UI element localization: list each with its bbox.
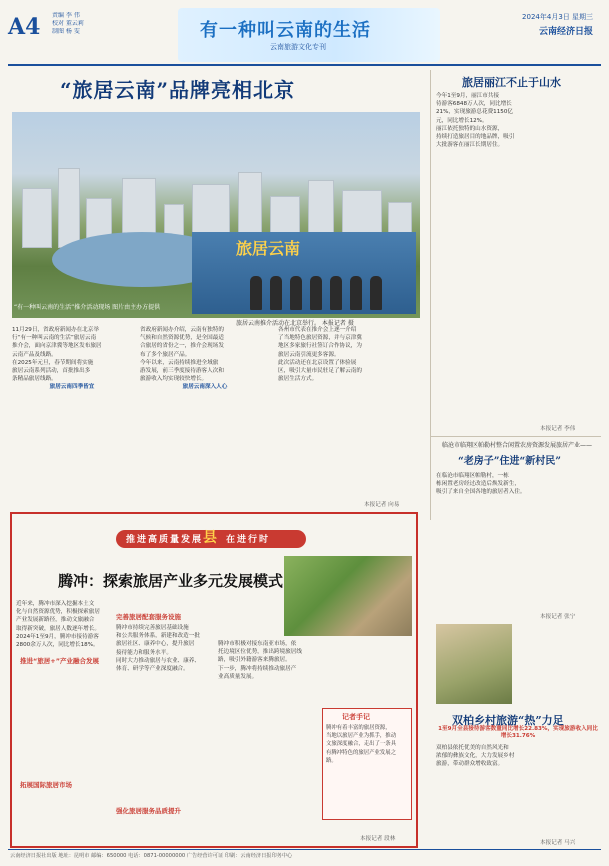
feature-byline: 本报记者 段林 (360, 836, 396, 842)
column-divider (430, 70, 431, 520)
editor-line: 责编 李 伟 (52, 12, 80, 19)
linxiang-kicker: 临沧市临翔区帕勒村整合闲置农房资源发展旅居产业—— (442, 442, 593, 449)
lijiang-byline: 本报记者 李伟 (540, 426, 576, 432)
photo-caption: “有一种叫云南的生活”推介活动现场 图片由主办方提供 (14, 304, 161, 311)
event-banner-text: 旅居云南 (236, 239, 301, 258)
section-subtitle: 云南旅游文化专刊 (270, 43, 326, 51)
tengchong-headline: 腾冲：探索旅居产业多元发展模式 (58, 572, 284, 590)
section-title: 有一种叫云南的生活 (200, 20, 371, 41)
issue-date: 2024年4月3日 星期三 (522, 13, 593, 21)
reporter-note-title: 记者手记 (342, 713, 370, 721)
shuangbai-article: 双柏县依托优美的自然风光和 浓郁的彝族文化，大力发展乡村 旅游，带动群众增收致富。 (436, 745, 515, 768)
footer-rule (8, 849, 601, 850)
feature-subhead-2: 推进“旅居+”产业融合发展 (20, 657, 99, 665)
page-number: A4 (8, 14, 41, 40)
village-photo (436, 624, 512, 704)
feature-tag-left: 推进高质量发展 (126, 535, 204, 545)
feature-column-1: 近年来，腾冲市深入挖掘本土文 化与自然资源优势，积极探索旅居 产业发展新路径，推动文旅融合 取得新突破，旅居人数逐年增长。 2024年1至9月，腾冲市接待游客 2800余万人次，同比增长18%。 (16, 601, 100, 648)
lijiang-article: 今年1至9月，丽江市共接 待游客6848万人次，同比增长 21%，实现旅游总花费1150亿 元，同比增长12%。 丽江依托独特的山水资源， 持续打造旅居目的地品牌，吸引 大批游客在丽江长期居住。 (436, 93, 515, 149)
section-divider (430, 436, 601, 437)
linxiang-byline: 本报记者 张宁 (540, 614, 576, 620)
reporter-note-body: 腾冲有着丰富的旅居资源， 当地以旅居产业为抓手，推动 文旅深度融合，走出了一条具 有腾冲特色的旅居产业发展之 路。 (326, 725, 397, 764)
feature-tag-right: 在进行时 (226, 535, 271, 545)
shuangbai-headline: 双柏乡村旅游“热”力足 (452, 714, 564, 727)
feature-subhead-3: 拓展国际旅居市场 (20, 781, 72, 789)
article-column-1: 11月29日，省政府新闻办在北京举 行“有一种叫云南的生活”旅居云南 推介会，面向京津冀等地区发布旅居 云南产品及线路。 在2025年元旦，春节期间将实施 旅居云南系列活动，首批推出多 条精品旅居线路。 旅居云南四季皆宜 (12, 326, 132, 506)
shuangbai-subhead: 1至9月全县接待游客数量同比增长22.83%，实现旅游收入同比增长31.76% (438, 726, 598, 739)
feature-subhead-4: 强化旅居服务品质提升 (116, 807, 181, 815)
feature-column-3: 腾冲市积极对接东南亚市场，依 托边境区位优势，推出跨境旅居线 路，吸引外籍游客来腾旅居。 下一步，腾冲将持续推动旅居产 业高质量发展。 (218, 641, 302, 680)
header-rule (8, 64, 601, 66)
editor-credits (52, 12, 122, 37)
shuangbai-byline: 本报记者 马兴 (540, 840, 576, 846)
event-photo-caption: 旅居云南推介活动在北京举行。 本报记者 摄 (236, 320, 354, 327)
subhead: 旅居云南四季皆宜 (49, 384, 95, 391)
article-column-3: 各州市代表在推介会上逐一介绍 了当地特色旅居资源，并与京津冀 地区多家旅行社签订合作协议，为 旅居云南引流更多客源。 此次活动还在北京设置了体验展 区，吸引大量市民驻足了解云南的 旅居生活方式。 (278, 327, 362, 383)
footer-info: 云南经济日报社出版 地址：昆明市 邮编：650000 电话：0871-00000000 广告经营许可证 印刷：云南经济日报印务中心 (10, 853, 293, 859)
feature-tag-key: 县 (203, 530, 217, 546)
subhead: 旅居云南深入人心 (182, 384, 228, 391)
proof-line: 校对 董云莉 (52, 20, 84, 28)
feature-subhead-1: 完善旅居配套服务设施 (116, 613, 181, 621)
newspaper-name: 云南经济日报 (538, 27, 593, 37)
event-photo (192, 232, 416, 314)
feature-column-2: 腾冲市持续完善旅居基础设施 和公共服务体系，新建和改造一批 旅居社区、康养中心，提升旅居 接待能力和服务水平。 同时大力推动旅居与农业、康养、 体育、研学等产业深度融合。 (116, 625, 200, 672)
linxiang-headline: “老房子”住进“新村民” (458, 456, 562, 467)
linxiang-article: 在临沧市临翔区帕勒村，一栋 栋闲置老房经过改造后焕发新生， 吸引了来自全国各地的旅居者入住。 (436, 473, 526, 496)
main-byline: 本报记者 向易 (364, 502, 400, 508)
lijiang-headline: 旅居丽江不止于山水 (462, 76, 561, 89)
design-line: 制图 杨 雯 (52, 28, 80, 36)
article-column-2: 省政府新闻办介绍，云南有独特的 气候和自然资源优势，是全国最适 合旅居的省份之一，推介会现场发 布了多个旅居产品。 今年以来，云南持续推进全域旅 游发展，前三季度接待游客人次和 旅游收入均实现较快增长。 旅居云南深入人心 (140, 326, 270, 506)
main-headline: “旅居云南”品牌亮相北京 (60, 78, 296, 102)
tengchong-photo (284, 556, 412, 636)
